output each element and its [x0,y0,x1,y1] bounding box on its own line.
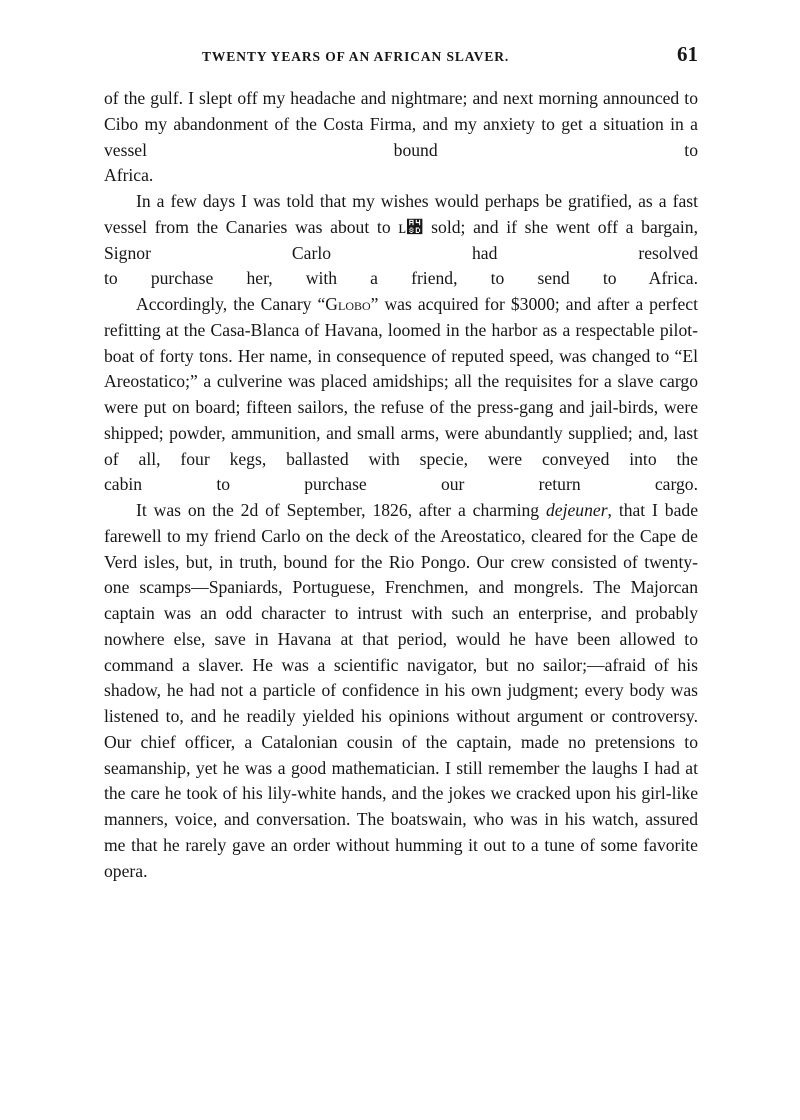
paragraph-3-text-b: ” was acquired for $3000; and after a perfect refitting at the Casa-Blanca of Havana, loomed in the harbor as a respectable pilot-boat of forty tons. Her name, in consequence of reputed speed, was changed to “El Areostatico;” a culverine was placed amidships; all the requisites for a slave cargo were put on board; fifteen sailors, the refuse of the press-gang and jail-birds, were shipped; powder, ammunition, and small arms, were abundantly supplied; and, last of all, four kegs, ballasted with specie, were conveyed into the [104,294,698,469]
ship-name-globo: Globo [325,294,371,314]
paragraph-3 [104,292,698,498]
paragraph-4 [104,498,698,884]
paragraph-1 [104,86,698,189]
paragraph-4-text-a: It was on the 2d of September, 1826, after a charming [136,500,546,520]
paragraph-3-last-line: cabin to purchase our return cargo. [104,474,698,495]
paragraph-4-text-b: , that I bade farewell to my friend Carlo on the deck of the Areostatico, cleared for the Cape de Verd isles, but, in truth, bound for the Rio Pongo. Our crew consisted of twenty-one scamps—Spaniards, Portuguese, Frenchmen, and mongrels. The Majorcan captain was an odd character to intrust with such an enterprise, and probably nowhere else, save in Havana at that period, would he have been allowed to command a slaver. He was a scientific navigator, but no sailor;—afraid of his shadow, he had not a particle of confidence in his own judgment; every body was listened to, and he readily yielded his opinions without argument or controversy. Our chief officer, a Catalonian cousin of the captain, made no pretensions to seamanship, yet he was a good mathematician. I still remember the laughs I had at the care he took of his lily-white hands, and the jokes we cracked upon his girl-like manners, voice, and conversation. The boatswain, who was in his watch, assured me that he rarely gave an order without humming it out to a tune of some favorite [104,500,698,855]
paragraph-2-last-line: to purchase her, with a friend, to send to Africa. [104,268,698,289]
paragraph-2 [104,189,698,292]
paragraph-1-last-line: Africa. [104,165,154,186]
page-number: 61 [677,42,698,66]
running-header [104,42,698,76]
running-title: TWENTY YEARS OF AN AFRICAN SLAVER. [202,49,510,64]
paragraph-3-text-a: Accordingly, the Canary “ [136,294,326,314]
italic-dejeuner: dejeuner [545,500,608,520]
paragraph-1-text: of the gulf. I slept off my headache and nightmare; and next morning announced to Cibo my abandonment of the Costa Firma, and my anxiety to get a situation in a vessel bound to [104,88,698,160]
body-text [104,86,698,884]
paragraph-2-text: In a few days I was told that my wishes would perhaps be gratified, as a fast vessel from the Canaries was about to ʟ꒍ sold; and if she went off a bargain, Signor Carlo had resolved [104,191,698,263]
paragraph-4-last-line: opera. [104,860,148,881]
